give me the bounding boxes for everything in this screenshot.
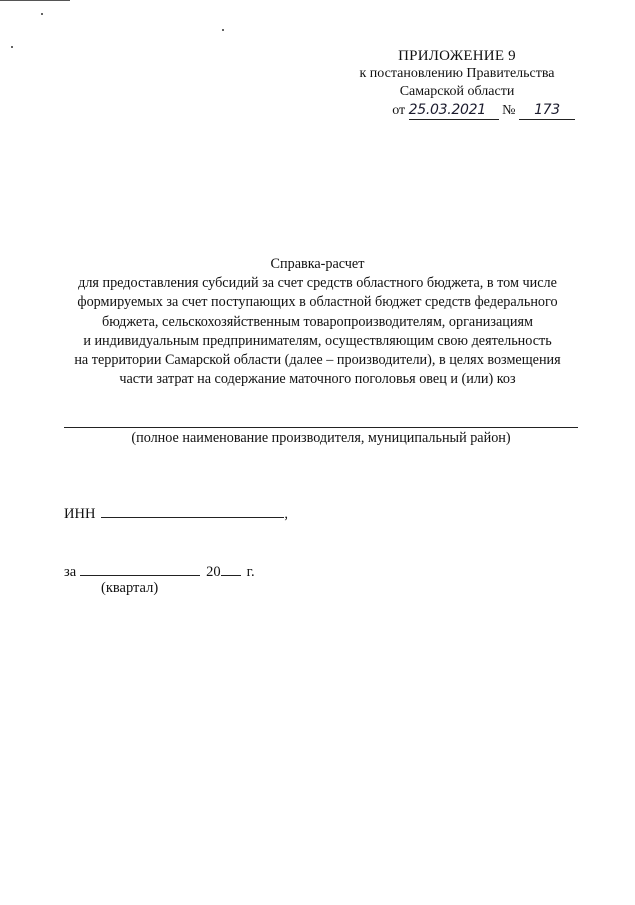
date-value: 25.03.2021 [409,101,499,120]
heading-line: для предоставления субсидий за счет средств областного бюджета, в том числе [78,275,557,292]
year-prefix: 20 [206,564,221,580]
heading-line: формируемых за счет поступающих в областной бюджет средств федерального [77,294,558,311]
inn-suffix: , [284,506,289,522]
period-prefix: за [64,564,77,580]
heading-line: на территории Самарской области (далее – производители), в целях возмещения [74,352,561,369]
producer-name-field[interactable] [64,427,578,428]
document-heading [40,255,595,389]
period-row [64,563,255,581]
heading-line: части затрат на содержание маточного поголовья овец и (или) коз [119,371,516,388]
number-value: 173 [519,101,575,120]
appendix-block [337,47,577,120]
scan-speck [11,46,13,48]
scan-speck [41,13,43,15]
year-suffix: г. [246,564,255,580]
quarter-caption: (квартал) [101,580,159,596]
appendix-title: ПРИЛОЖЕНИЕ 9 [398,48,516,64]
appendix-line-1: к постановлению Правительства [359,66,555,81]
inn-label: ИНН [64,506,96,522]
quarter-field[interactable] [80,563,200,576]
appendix-date-line [337,101,577,120]
appendix-line-2: Самарской области [399,84,515,99]
heading-line: и индивидуальным предпринимателям, осуществляющим свою деятельность [83,332,552,349]
producer-caption: (полное наименование производителя, муниципальный район) [131,430,511,446]
inn-field[interactable] [101,505,284,518]
scan-edge-line [0,0,70,1]
date-prefix: от [392,103,406,118]
inn-row [64,505,288,523]
number-prefix: № [502,103,516,118]
year-field[interactable] [221,563,241,576]
heading-line: бюджета, сельскохозяйственным товаропроизводителям, организациям [102,313,533,330]
scan-speck [222,29,224,31]
document-title: Справка-расчет [270,256,365,272]
